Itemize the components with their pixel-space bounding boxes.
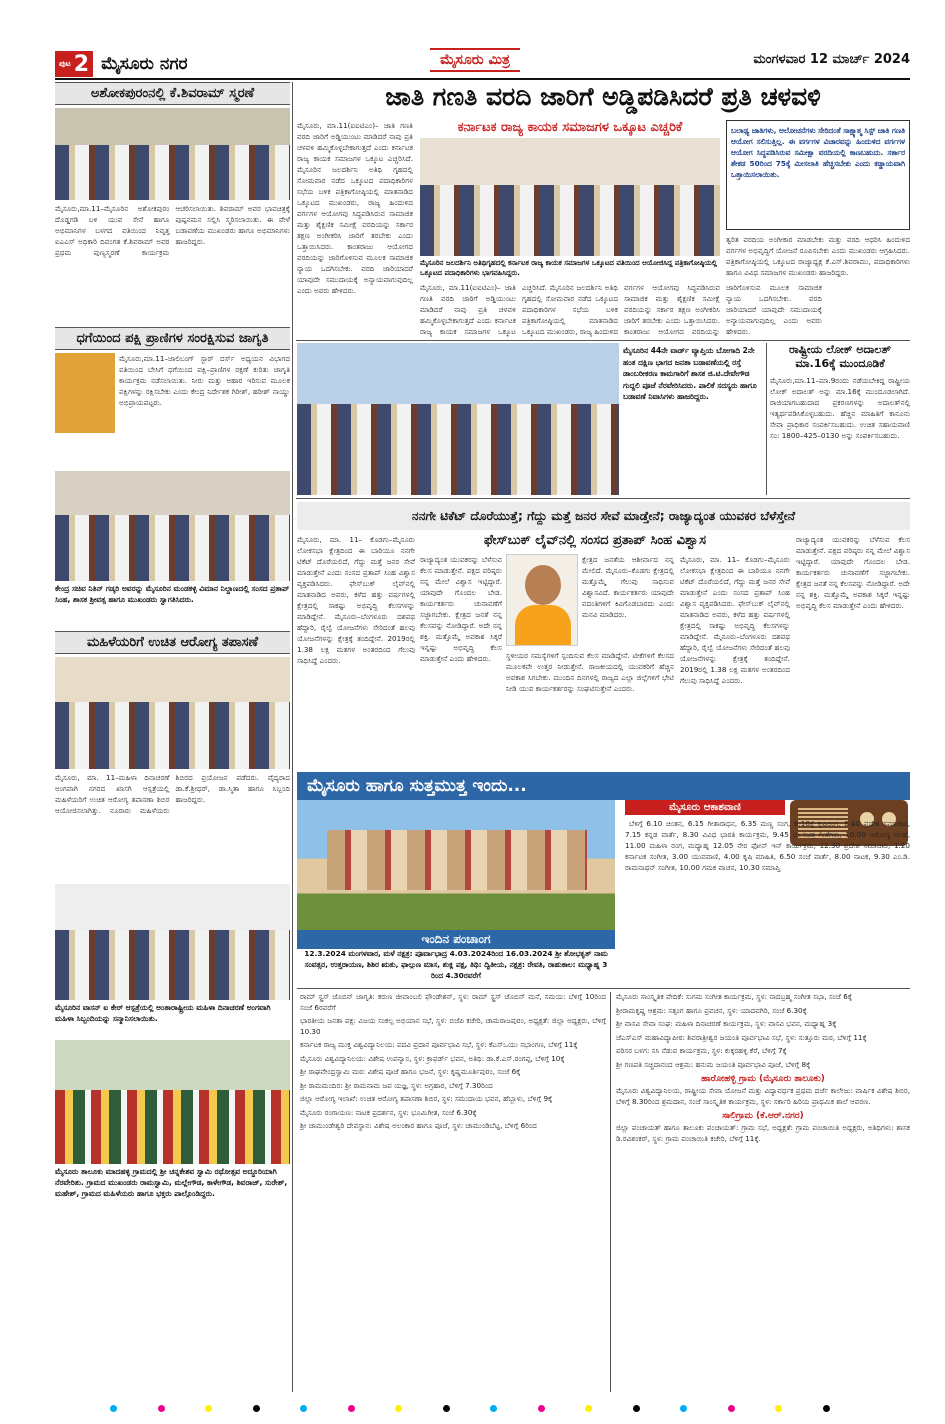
event-item: ಭಾರತೀಯ ಜನತಾ ಪಕ್ಷ: ವಿಜಯ ಸಂಕಲ್ಪ ಅಭಿಯಾನ ಸಭೆ, ಸ್ಥಳ: ಬಿಜೆಪಿ ಕಚೇರಿ, ಚಾಮರಾಜಪುರಂ, ಅಧ್ಯಕ್ಷತೆ: ಜಿಲ್ಲಾ ಅಧ್ಯಕ್ಷರು, ಬೆಳಿಗ್ಗೆ 10.30	[300, 1016, 606, 1036]
lead-bottom-rule	[296, 340, 910, 341]
village-sub1-body: ಮೈಸೂರು ವಿಶ್ವವಿದ್ಯಾನಿಲಯ, ರಾಷ್ಟ್ರೀಯ ಸೇವಾ ಯೋಜನೆ ಮತ್ತು ವಿದ್ಯಾವರ್ಧಕ ಪ್ರಥಮ ದರ್ಜೆ ಕಾಲೇಜು: ವಾರ್ಷಿಕ ವಿಶೇಷ ಶಿಬಿರ, ಬೆಳಿಗ್ಗೆ 8.30ರಿಂದ ಶ್ರಮದಾನ, ಸಂಜೆ ಸಾಂಸ್ಕೃತಿಕ ಕಾರ್ಯಕ್ರಮ, ಸ್ಥಳ: ಸರ್ಕಾರಿ ಹಿರಿಯ ಪ್ರಾಥಮಿಕ ಶಾಲೆ ಆವರಣ.	[616, 1086, 910, 1106]
pratap-body-col1: ಮೈಸೂರು, ಮಾ. 11– ಕೊಡಗು–ಮೈಸೂರು ಲೋಕಸಭಾ ಕ್ಷೇತ್ರದಿಂದ ಈ ಬಾರಿಯೂ ನನಗೇ ಟಿಕೆಟ್ ದೊರೆಯಲಿದೆ, ಗೆದ್ದು ಮತ್ತೆ ಜನರ ಸೇವೆ ಮಾಡುತ್ತೇನೆ ಎಂದು ಸಂಸದ ಪ್ರತಾಪ್ ಸಿಂಹ ವಿಶ್ವಾಸ ವ್ಯಕ್ತಪಡಿಸಿದರು. ಫೇಸ್‌ಬುಕ್ ಲೈವ್‌ನಲ್ಲಿ ಮಾತನಾಡಿದ ಅವರು, ಕಳೆದ ಹತ್ತು ವರ್ಷಗಳಲ್ಲಿ ಕ್ಷೇತ್ರದಲ್ಲಿ ಸಾಕಷ್ಟು ಅಭಿವೃದ್ಧಿ ಕೆಲಸಗಳನ್ನು ಮಾಡಿದ್ದೇನೆ. ಮೈಸೂರು–ಬೆಂಗಳೂರು ದಶಪಥ ಹೆದ್ದಾರಿ, ರೈಲ್ವೆ ಯೋಜನೆಗಳು ಸೇರಿದಂತೆ ಹಲವು ಯೋಜನೆಗಳನ್ನು ಕ್ಷೇತ್ರಕ್ಕೆ ತಂದಿದ್ದೇನೆ. 2019ರಲ್ಲಿ 1.38 ಲಕ್ಷ ಮತಗಳ ಅಂತರದಿಂದ ಗೆಲುವು ಸಾಧಿಸಿದ್ದೆ ಎಂದರು.	[297, 535, 415, 665]
page-number: 2	[73, 51, 90, 77]
radio-body: ಬೆಳಿಗ್ಗೆ 6.10 ಚಿಂತನ, 6.15 ಗೀತಾರಾಧನ, 6.35 ಮಣ್ಣ ಸಂಗ, 6.10ಕ್ಕೆ ಕೃಷಿರಂಗ, 6.40 ಪ್ರದೇಶ ಸಮಾಚಾರ, 7.15 ಕನ್ನಡ ವಾರ್ತೆ, 8.30 ವಿವಿಧ ಭಾರತಿ ಕಾರ್ಯಕ್ರಮ, 9.45 ಚಲನಚಿತ್ರ ಗೀತೆಗಳು, 10.00 ಆರೋಗ್ಯ ಸಲಹೆ, 11.00 ಮಹಿಳಾ ರಂಗ, ಮಧ್ಯಾಹ್ನ 12.05 ನೇರ ಫೋನ್ ಇನ್ ಕಾರ್ಯಕ್ರಮ, 12.30 ಪ್ರದೇಶ ಸಮಾಚಾರ, 1.20 ಕರ್ನಾಟಕ ಸಂಗೀತ, 3.00 ಯುವವಾಣಿ, 4.00 ಕೃಷಿ ಮಾಹಿತಿ, 6.50 ಸಂಜೆ ವಾರ್ತೆ, 8.00 ನಾಟಕ, 9.30 ಎಂ.ಡಿ. ರಾಮನಾಥನ್ ಸಂಗೀತ, 10.00 ಗಮಕ ವಾಚನ, 10.30 ಸಮಾಪ್ತಿ	[625, 819, 910, 872]
event-item: ಶ್ರೀರಾಮಕೃಷ್ಣ ಆಶ್ರಮ: ಸತ್ಸಂಗ ಹಾಗೂ ಪ್ರವಚನ, ಸ್ಥಳ: ಯಾದವಗಿರಿ, ಸಂಜೆ 6.30ಕ್ಕೆ	[616, 1005, 807, 1015]
mid-bottom-rule	[296, 498, 910, 499]
pratap-body-col2: ರಾಜ್ಯಾದ್ಯಂತ ಯುವಕರನ್ನು ಬೆಳೆಸುವ ಕೆಲಸ ಮಾಡುತ್ತೇನೆ. ಪಕ್ಷದ ವರಿಷ್ಠರು ನನ್ನ ಮೇಲೆ ವಿಶ್ವಾಸ ಇಟ್ಟಿದ್ದಾರೆ. ಯಾವುದೇ ಗೊಂದಲ ಬೇಡ. ಕಾರ್ಯಕರ್ತರು ಚುನಾವಣೆಗೆ ಸಜ್ಜಾಗಬೇಕು. ಕ್ಷೇತ್ರದ ಜನತೆ ನನ್ನ ಕೆಲಸವನ್ನು ನೋಡಿದ್ದಾರೆ. ಅದೇ ನನ್ನ ಶಕ್ತಿ. ಮತ್ತೊಮ್ಮೆ ಅವಕಾಶ ಸಿಕ್ಕರೆ ಇನ್ನಷ್ಟು ಅಭಿವೃದ್ಧಿ ಕೆಲಸ ಮಾಡುತ್ತೇನೆ ಎಂದು ಹೇಳಿದರು.	[420, 555, 502, 663]
festival-caption: ಮೈಸೂರು ತಾಲೂಕು ಮಾದಹಳ್ಳಿ ಗ್ರಾಮದಲ್ಲಿ ಶ್ರೀ ಚನ್ನಕೇಶವ ಸ್ವಾಮಿ ರಥೋತ್ಸವ ಅದ್ದೂರಿಯಾಗಿ ನೆರವೇರಿತು. ಗ್ರಾಮದ ಮುಖಂಡರು ರಾಮಸ್ವಾಮಿ, ಮಲ್ಲೇಗೌಡ, ಕಾಳೇಗೌಡ, ಶಿವರಾಜ್, ಸುರೇಶ್, ಮಹೇಶ್, ಗ್ರಾಮದ ಮಹಿಳೆಯರು ಹಾಗೂ ಭಕ್ತರು ಪಾಲ್ಗೊಂಡಿದ್ದರು.	[55, 1167, 288, 1198]
today-bar: ಮೈಸೂರು ಹಾಗೂ ಸುತ್ತಮುತ್ತ ಇಂದು...	[297, 772, 910, 800]
event-item: ಶ್ರೀ ರಾಘವೇಂದ್ರಸ್ವಾಮಿ ಮಠ: ವಿಶೇಷ ಪೂಜೆ ಹಾಗೂ ಭಜನೆ, ಸ್ಥಳ: ಕೃಷ್ಣಮೂರ್ತಿಪುರಂ, ಸಂಜೆ 6ಕ್ಕೆ	[300, 1067, 521, 1076]
village-sub1-title: ಹಾರೋಹಳ್ಳಿ ಗ್ರಾಮ (ಮೈಸೂರು ತಾಲೂಕು)	[701, 1074, 825, 1084]
gadkari-caption: ಕೇಂದ್ರ ಸಚಿವ ನಿತಿನ್ ಗಡ್ಕರಿ ಅವರನ್ನು ಮೈಸೂರಿನ ಮಂಡಕಳ್ಳಿ ವಿಮಾನ ನಿಲ್ದಾಣದಲ್ಲಿ ಸಂಸದ ಪ್ರತಾಪ್ ಸಿಂಹ, ಶಾಸಕ ಶ್ರೀವತ್ಸ ಹಾಗೂ ಮುಖಂಡರು ಸ್ವಾಗತಿಸಿದರು.	[55, 584, 290, 604]
womens-day-photo	[55, 884, 290, 1000]
lead-sidebar	[726, 120, 910, 230]
page-number-badge	[55, 51, 93, 77]
event-item: ರಾಮ್ ಸ್ಟ್ರಸ್ ಜೊಬಿನ್ ಜಾಗೃತಿ: ಕರುಣ ಜೀವಾಂಬಲಿ ಫೌಂಡೇಶನ್, ಸ್ಥಳ: ರಾಮ್ ಸ್ಟ್ರಸ್ ಜೊಬಿನ್ ಮನೆ, ಸಮಯ: ಬೆಳಿಗ್ಗೆ 10ರಿಂದ ಸಂಜೆ 6ರವರೆಗೆ	[300, 992, 606, 1012]
lead-photo-caption: ಮೈಸೂರಿನ ಜಲದರ್ಶಿನಿ ಅತಿಥಿಗೃಹದಲ್ಲಿ ಕರ್ನಾಟಕ ರಾಜ್ಯ ಕಾಯಕ ಸಮಾಜಗಳ ಒಕ್ಕೂಟದ ವತಿಯಿಂದ ಆಯೋಜಿಸಿದ್ದ ಪತ್ರಿಕಾಗೋಷ್ಠಿಯಲ್ಲಿ ಒಕ್ಕೂಟದ ಪದಾಧಿಕಾರಿಗಳು ಭಾಗವಹಿಸಿದ್ದರು.	[420, 259, 718, 277]
section-title: ಮೈಸೂರು ನಗರ	[101, 54, 188, 74]
lead-body-col2: ಮೈಸೂರು, ಮಾ.11(ಐಐಟಿಎಂ)– ಜಾತಿ ಗಣತಿ ವರದಿ ಜಾರಿಗೆ ಅಡ್ಡಿಯುಂಟು ಮಾಡಿದರೆ ನಾವು ಪ್ರತಿ ಚಳವಳಿ ಹಮ್ಮಿಕೊಳ್ಳಬೇಕಾಗುತ್ತದೆ ಎಂದು ಕರ್ನಾಟಕ ರಾಜ್ಯ ಕಾಯಕ ಸಮಾಜಗಳ ಒಕ್ಕೂಟ ಎಚ್ಚರಿಸಿದೆ. ಮೈಸೂರಿನ ಜಲದರ್ಶಿನಿ ಅತಿಥಿ ಗೃಹದಲ್ಲಿ ಸೋಮವಾರ ನಡೆದ ಒಕ್ಕೂಟದ ಪದಾಧಿಕಾರಿಗಳ ಸಭೆಯ ಬಳಿಕ ಪತ್ರಿಕಾಗೋಷ್ಠಿಯಲ್ಲಿ ಮಾತನಾಡಿದ ಒಕ್ಕೂಟದ ಮುಖಂಡರು, ರಾಜ್ಯ ಹಿಂದುಳಿದ ವರ್ಗಗಳ ಆಯೋಗವು ಸಿದ್ಧಪಡಿಸಿರುವ ಸಾಮಾಜಿಕ ಮತ್ತು ಶೈಕ್ಷಣಿಕ ಸಮೀಕ್ಷೆ ವರದಿಯನ್ನು ಸರ್ಕಾರ ತಕ್ಷಣ ಅಂಗೀಕರಿಸಿ ಜಾರಿಗೆ ತರಬೇಕು ಎಂದು ಒತ್ತಾಯಿಸಿದರು. ಕಾಂತರಾಜು ಆಯೋಗದ ವರದಿಯನ್ನು ಜಾರಿಗೊಳಿಸುವ ಮೂಲಕ ಸಾಮಾಜಿಕ ನ್ಯಾಯ ಒದಗಿಸಬೇಕು. ವರದಿ ಜಾರಿಯಾದರೆ ಯಾವುದೇ ಸಮುದಾಯಕ್ಕೆ ಅನ್ಯಾಯವಾಗುವುದಿಲ್ಲ ಎಂದು ಅವರು ಹೇಳಿದರು.	[420, 283, 822, 336]
festival-photo	[55, 1040, 290, 1164]
pratap-body-col5: ಮೈಸೂರು, ಮಾ. 11– ಕೊಡಗು–ಮೈಸೂರು ಲೋಕಸಭಾ ಕ್ಷೇತ್ರದಿಂದ ಈ ಬಾರಿಯೂ ನನಗೇ ಟಿಕೆಟ್ ದೊರೆಯಲಿದೆ, ಗೆದ್ದು ಮತ್ತೆ ಜನರ ಸೇವೆ ಮಾಡುತ್ತೇನೆ ಎಂದು ಸಂಸದ ಪ್ರತಾಪ್ ಸಿಂಹ ವಿಶ್ವಾಸ ವ್ಯಕ್ತಪಡಿಸಿದರು. ಫೇಸ್‌ಬುಕ್ ಲೈವ್‌ನಲ್ಲಿ ಮಾತನಾಡಿದ ಅವರು, ಕಳೆದ ಹತ್ತು ವರ್ಷಗಳಲ್ಲಿ ಕ್ಷೇತ್ರದಲ್ಲಿ ಸಾಕಷ್ಟು ಅಭಿವೃದ್ಧಿ ಕೆಲಸಗಳನ್ನು ಮಾಡಿದ್ದೇನೆ. ಮೈಸೂರು–ಬೆಂಗಳೂರು ದಶಪಥ ಹೆದ್ದಾರಿ, ರೈಲ್ವೆ ಯೋಜನೆಗಳು ಸೇರಿದಂತೆ ಹಲವು ಯೋಜನೆಗಳನ್ನು ಕ್ಷೇತ್ರಕ್ಕೆ ತಂದಿದ್ದೇನೆ. 2019ರಲ್ಲಿ 1.38 ಲಕ್ಷ ಮತಗಳ ಅಂತರದಿಂದ ಗೆಲುವು ಸಾಧಿಸಿದ್ದೆ ಎಂದರು.	[680, 555, 790, 685]
mid-divider	[766, 343, 767, 495]
events-divider	[610, 992, 611, 1392]
womens-day-caption: ಮೈಸೂರಿನ ವಾಸನ್ ಐ ಕೇರ್ ಆಸ್ಪತ್ರೆಯಲ್ಲಿ ಅಂತಾರಾಷ್ಟ್ರೀಯ ಮಹಿಳಾ ದಿನಾಚರಣೆ ಅಂಗವಾಗಿ ಮಹಿಳಾ ಸಿಬ್ಬಂದಿಯನ್ನು ಸನ್ಮಾನಿಸಲಾಯಿತು.	[55, 1003, 271, 1023]
left-divider	[292, 82, 293, 1392]
panchanga-body: 12.3.2024 ಮಂಗಳವಾರ, ಮಳೆ ನಕ್ಷತ್ರ: ಪೂರ್ವಾಭಾದ್ರ 4.03.2024ರಿಂದ 16.03.2024 ಶ್ರೀ ಶೋಭಕೃತ್ ನಾಮ ಸಂವತ್ಸರ, ಉತ್ತರಾಯಣ, ಶಿಶಿರ ಋತು, ಫಾಲ್ಗುಣ ಮಾಸ, ಶುಕ್ಲ ಪಕ್ಷ, ತಿಥಿ: ದ್ವಿತೀಯ, ನಕ್ಷತ್ರ: ರೇವತಿ, ರಾಹುಕಾಲ: ಮಧ್ಯಾಹ್ನ 3 ರಿಂದ 4.30ರವರೆಗೆ	[304, 949, 608, 980]
event-item: ಶ್ರೀ ಗಣಪತಿ ಸಚ್ಚಿದಾನಂದ ಆಶ್ರಮ: ಹನುಮ ಜಯಂತಿ ಪೂರ್ವಭಾವಿ ಪೂಜೆ, ಬೆಳಿಗ್ಗೆ 8ಕ್ಕೆ	[616, 1059, 811, 1069]
issue-date: ಮಂಗಳವಾರ 12 ಮಾರ್ಚ್ 2024	[753, 52, 910, 67]
lead-photo	[420, 138, 720, 256]
pratap-portrait-icon	[525, 565, 561, 605]
event-item: ಶ್ರೀ ರಾಮಮಂದಿರ: ಶ್ರೀ ರಾಮನಾಮ ಜಪ ಯಜ್ಞ, ಸ್ಥಳ: ಅಗ್ರಹಾರ, ಬೆಳಿಗ್ಗೆ 7.30ರಿಂದ	[300, 1080, 493, 1090]
lead-subhead: ಕರ್ನಾಟಕ ರಾಜ್ಯ ಕಾಯಕ ಸಮಾಜಗಳ ಒಕ್ಕೂಟ ಎಚ್ಚರಿಕೆ	[457, 120, 683, 135]
left-column	[55, 82, 290, 1392]
story1-photo	[55, 108, 290, 200]
lead-headline: ಜಾತಿ ಗಣತಿ ವರದಿ ಜಾರಿಗೆ ಅಡ್ಡಿಪಡಿಸಿದರೆ ಪ್ರತಿ ಚಳವಳಿ	[385, 82, 821, 111]
pratap-body-col3: ಸ್ಥಳೀಯರ ಸಮಸ್ಯೆಗಳಿಗೆ ಸ್ಪಂದಿಸುವ ಕೆಲಸ ಮಾಡಿದ್ದೇನೆ. ಟೀಕೆಗಳಿಗೆ ಕೆಲಸದ ಮೂಲಕವೇ ಉತ್ತರ ನೀಡುತ್ತೇನೆ. ರಾಜಕೀಯದಲ್ಲಿ ಯುವಕರಿಗೆ ಹೆಚ್ಚಿನ ಅವಕಾಶ ಸಿಗಬೇಕು. ಮುಂದಿನ ದಿನಗಳಲ್ಲಿ ರಾಜ್ಯದ ಎಲ್ಲಾ ಜಿಲ್ಲೆಗಳಿಗೆ ಭೇಟಿ ನೀಡಿ ಯುವ ಕಾರ್ಯಕರ್ತರನ್ನು ಸಂಘಟಿಸುತ್ತೇನೆ ಎಂದರು.	[506, 651, 674, 693]
pratap-body-col6: ರಾಜ್ಯಾದ್ಯಂತ ಯುವಕರನ್ನು ಬೆಳೆಸುವ ಕೆಲಸ ಮಾಡುತ್ತೇನೆ. ಪಕ್ಷದ ವರಿಷ್ಠರು ನನ್ನ ಮೇಲೆ ವಿಶ್ವಾಸ ಇಟ್ಟಿದ್ದಾರೆ. ಯಾವುದೇ ಗೊಂದಲ ಬೇಡ. ಕಾರ್ಯಕರ್ತರು ಚುನಾವಣೆಗೆ ಸಜ್ಜಾಗಬೇಕು. ಕ್ಷೇತ್ರದ ಜನತೆ ನನ್ನ ಕೆಲಸವನ್ನು ನೋಡಿದ್ದಾರೆ. ಅದೇ ನನ್ನ ಶಕ್ತಿ. ಮತ್ತೊಮ್ಮೆ ಅವಕಾಶ ಸಿಕ್ಕರೆ ಇನ್ನಷ್ಟು ಅಭಿವೃದ್ಧಿ ಕೆಲಸ ಮಾಡುತ್ತೇನೆ ಎಂದು ಹೇಳಿದರು.	[796, 535, 910, 610]
village-sub2-title: ಸಾಲಿಗ್ರಾಮ (ಕೆ.ಆರ್.ನಗರ)	[722, 1111, 804, 1121]
story1-title: ಅಶೋಕಪುರಂನಲ್ಲಿ ಕೆ.ಶಿವರಾಮ್ ಸ್ಮರಣೆ	[55, 82, 290, 105]
masthead-logo: ಮೈಸೂರು ಮಿತ್ರ	[430, 48, 520, 72]
pratap-banner: ನನಗೇ ಟಿಕೆಟ್ ದೊರೆಯುತ್ತೆ; ಗೆದ್ದು ಮತ್ತೆ ಜನರ ಸೇವೆ ಮಾಡ್ತೇನೆ; ರಾಜ್ಯಾದ್ಯಂತ ಯುವಕರ ಬೆಳೆಸ್ತೇನೆ	[297, 502, 910, 530]
road-work-caption: ಮೈಸೂರಿನ 44ನೇ ವಾರ್ಡ್ ವ್ಯಾಪ್ತಿಯ ಬೋಗಾದಿ 2ನೇ ಹಂತ ದಕ್ಷಿಣ ಭಾಗದ ಜನತಾ ಬಡಾವಣೆಯಲ್ಲಿ ರಸ್ತೆ ಡಾಂಬರೀಕರಣ ಕಾಮಗಾರಿಗೆ ಶಾಸಕ ಜಿ.ಟಿ.ದೇವೇಗೌಡ ಗುದ್ದಲಿ ಪೂಜೆ ನೆರವೇರಿಸಿದರು. ಪಾಲಿಕೆ ಸದಸ್ಯರು ಹಾಗೂ ಬಡಾವಣೆ ನಿವಾಸಿಗಳು ಹಾಜರಿದ್ದರು.	[623, 346, 757, 401]
page-header-left	[55, 50, 290, 78]
village-sub2-body: ಜಿಲ್ಲಾ ಪಂಚಾಯತ್ ಹಾಗೂ ತಾಲೂಕು ಪಂಚಾಯತ್: ಗ್ರಾಮ ಸಭೆ, ಅಧ್ಯಕ್ಷತೆ: ಗ್ರಾಮ ಪಂಚಾಯಿತಿ ಅಧ್ಯಕ್ಷರು, ಅತಿಥಿಗಳು: ಶಾಸಕ ಡಿ.ರವಿಶಂಕರ್, ಸ್ಥಳ: ಗ್ರಾಮ ಪಂಚಾಯಿತಿ ಕಚೇರಿ, ಬೆಳಿಗ್ಗೆ 11ಕ್ಕೆ.	[616, 1123, 910, 1143]
event-item: ಪರಿಸರ ಬಳಗ: ಸಸಿ ನೆಡುವ ಕಾರ್ಯಕ್ರಮ, ಸ್ಥಳ: ಕುಕ್ಕರಹಳ್ಳಿ ಕೆರೆ, ಬೆಳಿಗ್ಗೆ 7ಕ್ಕೆ	[616, 1046, 787, 1055]
pratap-subhead: ಫೇಸ್‌ಬುಕ್ ಲೈವ್‌ನಲ್ಲಿ ಸಂಸದ ಪ್ರತಾಪ್ ಸಿಂಹ ವಿಶ್ವಾಸ	[484, 533, 706, 548]
adalat-title: ರಾಷ್ಟ್ರೀಯ ಲೋಕ್ ಅದಾಲತ್ ಮಾ.16ಕ್ಕೆ ಮುಂದೂಡಿಕೆ	[789, 343, 891, 370]
palace-domes-icon	[327, 830, 587, 890]
lead-right-col: ತ್ವರಿತ ವರದಿಯ ಅಂಗೀಕಾರ ಮಾಡಬೇಕು ಮತ್ತು ವರದಿ ಆಧರಿಸಿ ಹಿಂದುಳಿದ ವರ್ಗಗಳ ಅಭಿವೃದ್ಧಿಗೆ ಯೋಜನೆ ರೂಪಿಸಬೇಕು ಎಂದು ಮುಖಂಡರು ಆಗ್ರಹಿಸಿದರು. ಪತ್ರಿಕಾಗೋಷ್ಠಿಯಲ್ಲಿ ಒಕ್ಕೂಟದ ರಾಜ್ಯಾಧ್ಯಕ್ಷ ಕೆ.ಎಸ್.ಶಿವರಾಮು, ಪದಾಧಿಕಾರಿಗಳು ಹಾಗೂ ವಿವಿಧ ಸಮಾಜಗಳ ಮುಖಂಡರು ಹಾಜರಿದ್ದರು.	[726, 235, 910, 277]
events-left	[300, 992, 606, 1392]
event-item: ಮೈಸೂರು ಸಾಂಸ್ಕೃತಿಕ ವೇದಿಕೆ: ಸುಗಮ ಸಂಗೀತ ಕಾರ್ಯಕ್ರಮ, ಸ್ಥಳ: ನಾದಬ್ರಹ್ಮ ಸಂಗೀತ ಸಭಾ, ಸಂಜೆ 6ಕ್ಕೆ	[616, 992, 853, 1001]
event-item: ಜಿಲ್ಲಾ ಆರೋಗ್ಯ ಇಲಾಖೆ: ಉಚಿತ ಆರೋಗ್ಯ ತಪಾಸಣಾ ಶಿಬಿರ, ಸ್ಥಳ: ಸಮುದಾಯ ಭವನ, ಹೆಬ್ಬಾಳು, ಬೆಳಿಗ್ಗೆ 9ಕ್ಕೆ	[300, 1094, 553, 1103]
page-label: ಪುಟ	[59, 59, 71, 68]
story2-body: ಮೈಸೂರು,ಮಾ.11–ಜಾಲಿಬಂಗ್ ಸ್ಟಾರ್ ದರ್ಸ್ ಅಧ್ಯಯನ ವಿಭಾಗದ ವತಿಯಿಂದ ಬೇಸಿಗೆ ಧಗೆಯಿಂದ ಪಕ್ಷಿ–ಪ್ರಾಣಿಗಳ ರಕ್ಷಣೆ ಕುರಿತು ಜಾಗೃತಿ ಕಾರ್ಯಕ್ರಮ ನಡೆಸಲಾಯಿತು. ನೀರು ಮತ್ತು ಆಹಾರ ಇರಿಸುವ ಮೂಲಕ ಪಕ್ಷಿಗಳನ್ನು ರಕ್ಷಿಸಬೇಕು ಎಂದು ಕೇಂದ್ರ ನಿರ್ದೇಶಕ ಗಿರೀಶ್, ಹರೀಶ್ ನಾಯ್ಡು ಅಭಿಪ್ರಾಯಪಟ್ಟರು.	[119, 354, 290, 407]
today-rule	[297, 988, 910, 989]
story2-title: ಧಗೆಯಿಂದ ಪಕ್ಷಿ ಪ್ರಾಣಿಗಳ ಸಂರಕ್ಷಿಸುವ ಜಾಗೃತಿ	[55, 327, 290, 350]
lead-body-col1: ಮೈಸೂರು, ಮಾ.11(ಐಐಟಿಎಂ)– ಜಾತಿ ಗಣತಿ ವರದಿ ಜಾರಿಗೆ ಅಡ್ಡಿಯುಂಟು ಮಾಡಿದರೆ ನಾವು ಪ್ರತಿ ಚಳವಳಿ ಹಮ್ಮಿಕೊಳ್ಳಬೇಕಾಗುತ್ತದೆ ಎಂದು ಕರ್ನಾಟಕ ರಾಜ್ಯ ಕಾಯಕ ಸಮಾಜಗಳ ಒಕ್ಕೂಟ ಎಚ್ಚರಿಸಿದೆ. ಮೈಸೂರಿನ ಜಲದರ್ಶಿನಿ ಅತಿಥಿ ಗೃಹದಲ್ಲಿ ಸೋಮವಾರ ನಡೆದ ಒಕ್ಕೂಟದ ಪದಾಧಿಕಾರಿಗಳ ಸಭೆಯ ಬಳಿಕ ಪತ್ರಿಕಾಗೋಷ್ಠಿಯಲ್ಲಿ ಮಾತನಾಡಿದ ಒಕ್ಕೂಟದ ಮುಖಂಡರು, ರಾಜ್ಯ ಹಿಂದುಳಿದ ವರ್ಗಗಳ ಆಯೋಗವು ಸಿದ್ಧಪಡಿಸಿರುವ ಸಾಮಾಜಿಕ ಮತ್ತು ಶೈಕ್ಷಣಿಕ ಸಮೀಕ್ಷೆ ವರದಿಯನ್ನು ಸರ್ಕಾರ ತಕ್ಷಣ ಅಂಗೀಕರಿಸಿ ಜಾರಿಗೆ ತರಬೇಕು ಎಂದು ಒತ್ತಾಯಿಸಿದರು. ಕಾಂತರಾಜು ಆಯೋಗದ ವರದಿಯನ್ನು ಜಾರಿಗೊಳಿಸುವ ಮೂಲಕ ಸಾಮಾಜಿಕ ನ್ಯಾಯ ಒದಗಿಸಬೇಕು. ವರದಿ ಜಾರಿಯಾದರೆ ಯಾವುದೇ ಸಮುದಾಯಕ್ಕೆ ಅನ್ಯಾಯವಾಗುವುದಿಲ್ಲ ಎಂದು ಅವರು ಹೇಳಿದರು.	[297, 121, 413, 295]
event-item: ಕರ್ನಾಟಕ ರಾಜ್ಯ ಮುಕ್ತ ವಿಶ್ವವಿದ್ಯಾನಿಲಯ: ಪದವಿ ಪ್ರದಾನ ಪೂರ್ವಭಾವಿ ಸಭೆ, ಸ್ಥಳ: ಕೆಎಸ್‌ಒಯು ಸಭಾಂಗಣ, ಬೆಳಿಗ್ಗೆ 11ಕ್ಕೆ	[300, 1040, 578, 1049]
events-right	[616, 992, 910, 1392]
pratap-photo	[506, 554, 578, 646]
masthead	[370, 48, 580, 72]
event-item: ಮೈಸೂರು ರಂಗಾಯಣ: ನಾಟಕ ಪ್ರದರ್ಶನ, ಸ್ಥಳ: ಭೂಮಿಗೀತ, ಸಂಜೆ 6.30ಕ್ಕೆ	[300, 1107, 477, 1117]
event-item: ಶ್ರೀ ವಾಸವಿ ಸೇವಾ ಸಂಘ: ಮಹಿಳಾ ದಿನಾಚರಣೆ ಕಾರ್ಯಕ್ರಮ, ಸ್ಥಳ: ವಾಸವಿ ಭವನ, ಮಧ್ಯಾಹ್ನ 3ಕ್ಕೆ	[616, 1019, 837, 1028]
adalat-body: ಮೈಸೂರು,ಮಾ.11–ಮಾ.9ರಂದು ನಡೆಯಬೇಕಿದ್ದ ರಾಷ್ಟ್ರೀಯ ಲೋಕ್ ಅದಾಲತ್ ಅನ್ನು ಮಾ.16ಕ್ಕೆ ಮುಂದೂಡಲಾಗಿದೆ. ರಾಜಿಯಾಗಬಹುದಾದ ಪ್ರಕರಣಗಳನ್ನು ಅದಾಲತ್‌ನಲ್ಲಿ ಇತ್ಯರ್ಥಪಡಿಸಿಕೊಳ್ಳಬಹುದು. ಹೆಚ್ಚಿನ ಮಾಹಿತಿಗೆ ಕಾನೂನು ಸೇವಾ ಪ್ರಾಧಿಕಾರ ಸಂಪರ್ಕಿಸಬಹುದು. ಉಚಿತ ಸಹಾಯವಾಣಿ ಸಂ: 1800–425–0130 ಅನ್ನು ಸಂಪರ್ಕಿಸಬಹುದು.	[770, 376, 910, 440]
radio-title: ಮೈಸೂರು ಆಕಾಶವಾಣಿ	[625, 800, 785, 815]
story2-wrap	[55, 353, 290, 465]
health-camp-photo	[55, 657, 290, 769]
event-item: ಮೈಸೂರು ವಿಶ್ವವಿದ್ಯಾನಿಲಯ: ವಿಶೇಷ ಉಪನ್ಯಾಸ, ಸ್ಥಳ: ಕ್ರಾಫರ್ಡ್ ಭವನ, ಅತಿಥಿ: ಡಾ.ಕೆ.ಎಸ್.ರಂಗಪ್ಪ, ಬೆಳಿಗ್ಗೆ 10ಕ್ಕೆ	[300, 1053, 565, 1063]
lead-sidebar-text: ಬಲಾಢ್ಯ ಜಾತಿಗಳು, ಆಲೋಚನೆಗಳು ಸೇರಿದಂತೆ ಸಾಕ್ಷ್ಯಾತ್ಮ ಸಿಸ್ಟ್ ಜಾತಿ ಗಣತಿ ಆಯೋಗ ಸಲಿಸುತ್ತಿಲ್ಲ. ಈ ವರ್ಗಗಳ ವಿಚಾರವನ್ನು ಹಿಂದುಳಿದ ವರ್ಗಗಳ ಆಯೋಗ ಸಿದ್ಧಪಡಿಸಿರುವ ಸಮೀಕ್ಷಾ ವರದಿಯಲ್ಲಿ ಕಾಣಬಹುದು. ಸರ್ಕಾರ ಶೇಕಡ 50ರಿಂದ 75ಕ್ಕೆ ಮೀಸಲಾತಿ ಹೆಚ್ಚಿಸಬೇಕು ಎಂದು ಕಡ್ಡಾಯವಾಗಿ ಒತ್ತಾಯಿಸಲಾಯಿತು.	[731, 126, 905, 179]
panchanga-title: ಇಂದಿನ ಪಂಚಾಂಗ	[297, 930, 615, 949]
road-work-photo	[297, 343, 619, 495]
story3-title: ಮಹಿಳೆಯರಿಗೆ ಉಚಿತ ಆರೋಗ್ಯ ತಪಾಸಣೆ	[55, 631, 290, 654]
event-item: ಜೆಎಸ್‌ಎಸ್ ಮಹಾವಿದ್ಯಾಪೀಠ: ಶಿವರಾತ್ರೀಶ್ವರ ಜಯಂತಿ ಪೂರ್ವಭಾವಿ ಸಭೆ, ಸ್ಥಳ: ಸುತ್ತೂರು ಮಠ, ಬೆಳಿಗ್ಗೆ 11ಕ್ಕೆ	[616, 1032, 867, 1042]
story1-body: ಮೈಸೂರು,ಮಾ.11–ಮೈಸೂರಿನ ಅಶೋಕಪುರಂ ದೊಡ್ಡಗಡಿ ಬಳಿ ಯುವ ಸೇನೆ ಹಾಗೂ ಅಭಿಮಾನಿಗಳ ಬಳಗದ ವತಿಯಿಂದ ನಿವೃತ್ತ ಐಎಎಸ್ ಅಧಿಕಾರಿ ದಿವಂಗತ ಕೆ.ಶಿವರಾಮ್ ಅವರ ಪ್ರಥಮ ಪುಣ್ಯಸ್ಮರಣೆ ಕಾರ್ಯಕ್ರಮ ಆಚರಿಸಲಾಯಿತು. ಶಿವರಾಮ್ ಅವರ ಭಾವಚಿತ್ರಕ್ಕೆ ಪುಷ್ಪನಮನ ಸಲ್ಲಿಸಿ ಸ್ಮರಿಸಲಾಯಿತು. ಈ ವೇಳೆ ಬಡಾವಣೆಯ ಮುಖಂಡರು ಹಾಗೂ ಅಭಿಮಾನಿಗಳು ಹಾಜರಿದ್ದರು.	[55, 204, 290, 257]
print-registration-marks	[90, 1404, 850, 1412]
story3-body: ಮೈಸೂರು, ಮಾ. 11–ಮಹಿಳಾ ದಿನಾಚರಣೆ ಅಂಗವಾಗಿ ನಗರದ ಖಾಸಗಿ ಆಸ್ಪತ್ರೆಯಲ್ಲಿ ಮಹಿಳೆಯರಿಗೆ ಉಚಿತ ಆರೋಗ್ಯ ತಪಾಸಣಾ ಶಿಬಿರ ಆಯೋಜಿಸಲಾಗಿತ್ತು. ನೂರಾರು ಮಹಿಳೆಯರು ಶಿಬಿರದ ಪ್ರಯೋಜನ ಪಡೆದರು. ವೈದ್ಯರಾದ ಡಾ.ಕೆ.ಶ್ರೀಧರ್, ಡಾ.ಸ್ಮಿತಾ ಹಾಗೂ ಸಿಬ್ಬಂದಿ ಹಾಜರಿದ್ದರು.	[55, 773, 290, 815]
pratap-body-col4: ಕ್ಷೇತ್ರದ ಜನತೆಯ ಆಶೀರ್ವಾದ ನನ್ನ ಮೇಲಿದೆ. ಮೈಸೂರು–ಕೊಡಗು ಕ್ಷೇತ್ರದಲ್ಲಿ ಮತ್ತೊಮ್ಮೆ ಗೆಲುವು ಸಾಧಿಸುವ ವಿಶ್ವಾಸವಿದೆ. ಕಾರ್ಯಕರ್ತರು ಯಾವುದೇ ವದಂತಿಗಳಿಗೆ ಕಿವಿಗೊಡಬಾರದು ಎಂದು ಮನವಿ ಮಾಡಿದರು.	[582, 555, 674, 619]
palace-photo	[297, 800, 615, 930]
bird-photo	[55, 353, 115, 433]
event-item: ಶ್ರೀ ಚಾಮುಂಡೇಶ್ವರಿ ದೇವಸ್ಥಾನ: ವಿಶೇಷ ಅಲಂಕಾರ ಹಾಗೂ ಪೂಜೆ, ಸ್ಥಳ: ಚಾಮುಂಡಿಬೆಟ್ಟ, ಬೆಳಿಗ್ಗೆ 6ರಿಂದ	[300, 1121, 537, 1130]
gadkari-photo	[55, 471, 290, 581]
